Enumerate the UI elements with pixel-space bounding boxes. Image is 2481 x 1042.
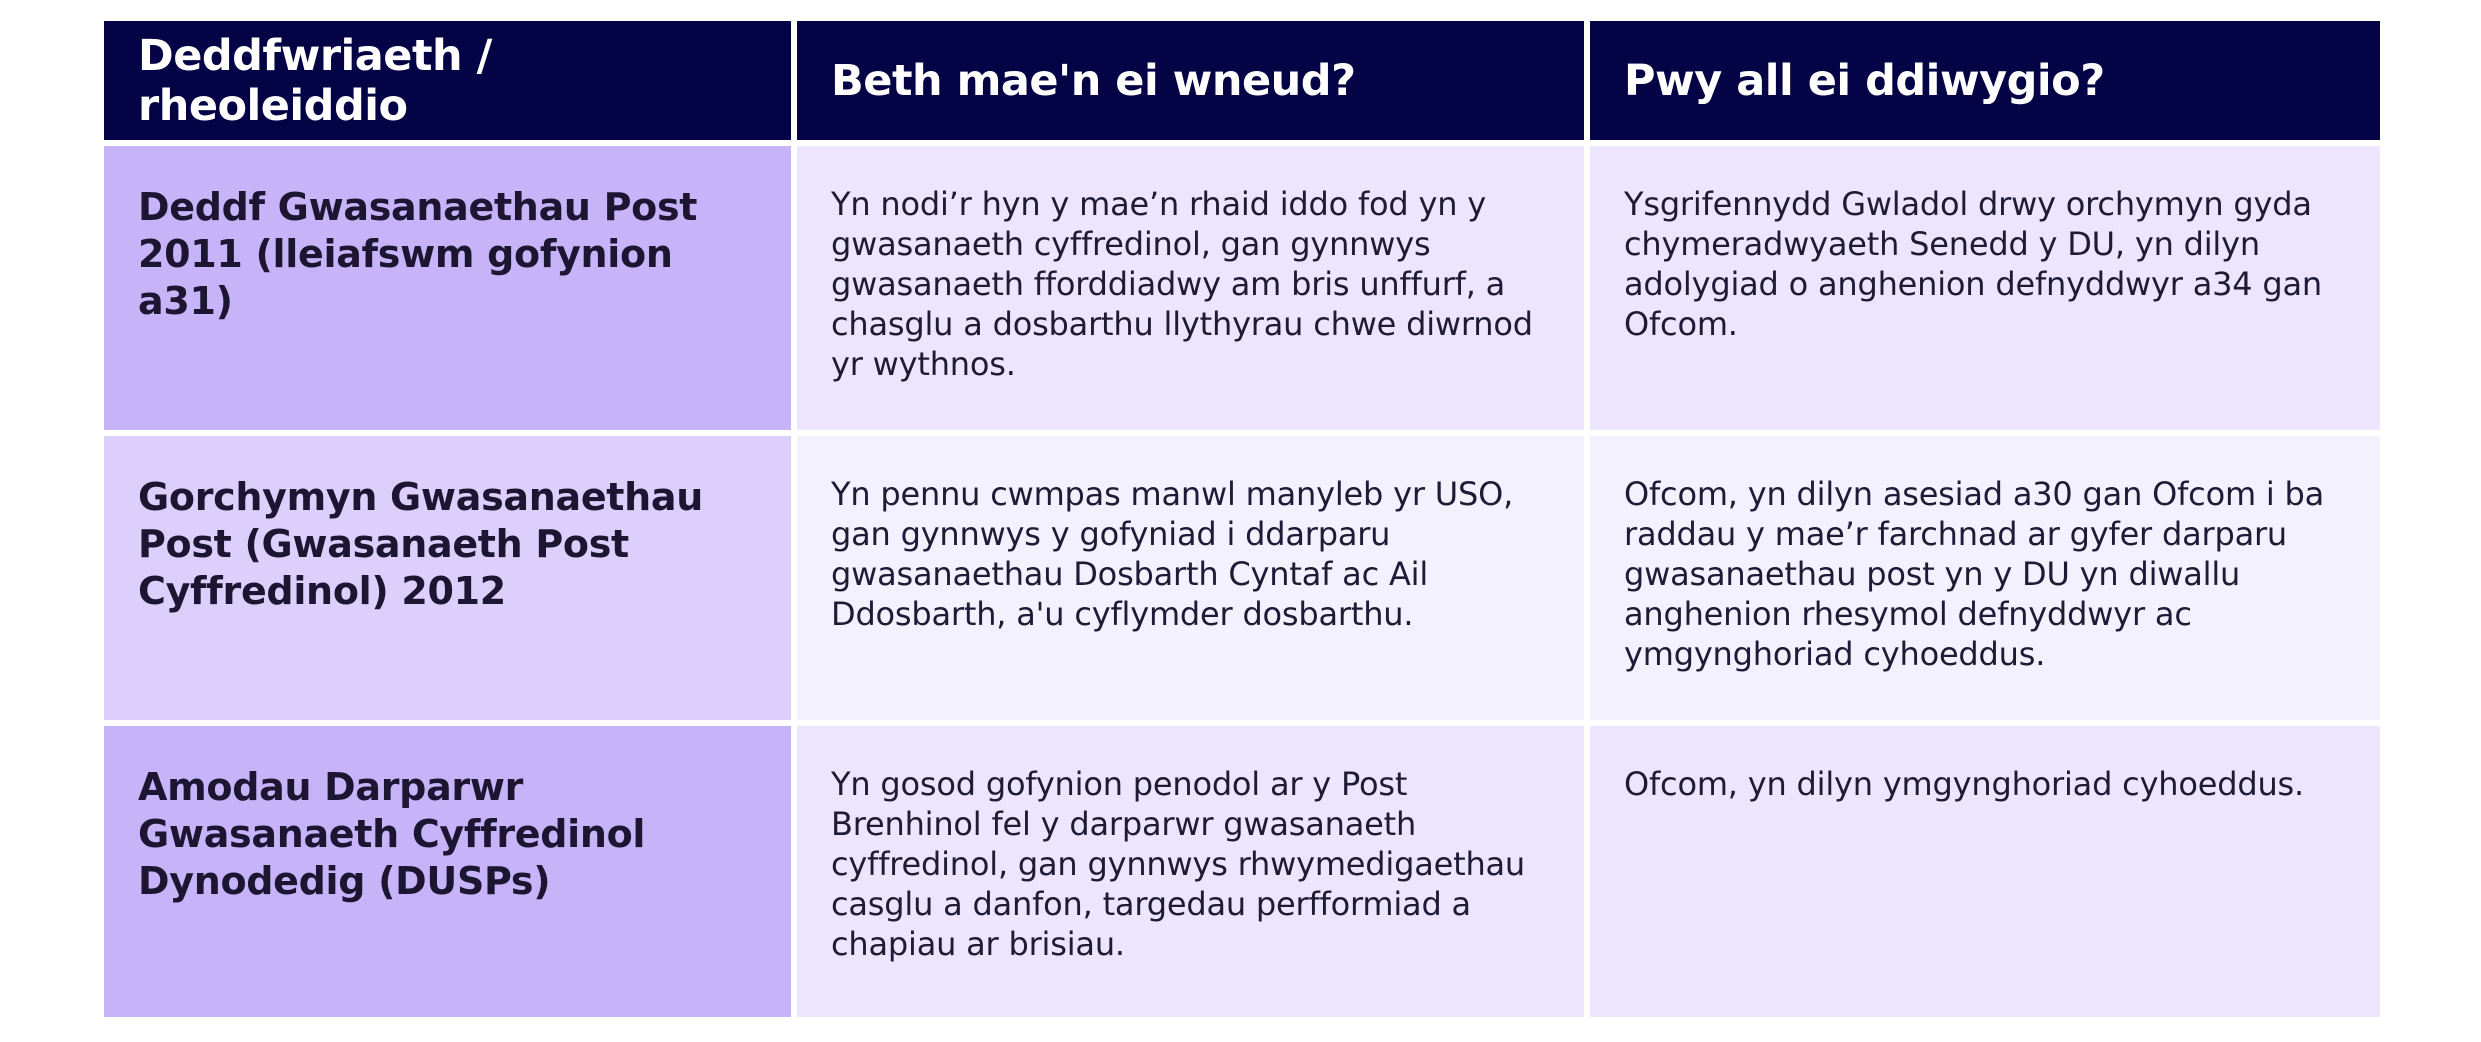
- row-3-who-can-amend: Ofcom, yn dilyn ymgynghoriad cyhoeddus.: [1590, 726, 2380, 1017]
- header-what-it-does: Beth mae'n ei wneud?: [797, 21, 1584, 140]
- row-2-what-it-does: Yn pennu cwmpas manwl manyleb yr USO, gan gynnwys y gofyniad i ddarparu gwasanaethau Dosbarth Cyntaf ac Ail Ddosbarth, a'u cyflymder dosbarthu.: [797, 436, 1584, 720]
- header-legislation: Deddfwriaeth / rheoleiddio: [104, 21, 791, 140]
- row-2-legislation: Gorchymyn Gwasanaethau Post (Gwasanaeth Post Cyffredinol) 2012: [104, 436, 791, 720]
- legislation-table: [104, 21, 2380, 1017]
- row-3-legislation: Amodau Darparwr Gwasanaeth Cyffredinol Dynodedig (DUSPs): [104, 726, 791, 1017]
- row-1-who-can-amend: Ysgrifennydd Gwladol drwy orchymyn gyda chymeradwyaeth Senedd y DU, yn dilyn adolygiad o anghenion defnyddwyr a34 gan Ofcom.: [1590, 146, 2380, 430]
- row-1-what-it-does: Yn nodi’r hyn y mae’n rhaid iddo fod yn y gwasanaeth cyffredinol, gan gynnwys gwasanaeth fforddiadwy am bris unffurf, a chasglu a dosbarthu llythyrau chwe diwrnod yr wythnos.: [797, 146, 1584, 430]
- row-1-legislation: Deddf Gwasanaethau Post 2011 (lleiafswm gofynion a31): [104, 146, 791, 430]
- header-who-can-amend: Pwy all ei ddiwygio?: [1590, 21, 2380, 140]
- row-2-who-can-amend: Ofcom, yn dilyn asesiad a30 gan Ofcom i ba raddau y mae’r farchnad ar gyfer darparu gwasanaethau post yn y DU yn diwallu anghenion rhesymol defnyddwyr ac ymgynghoriad cyhoeddus.: [1590, 436, 2380, 720]
- row-3-what-it-does: Yn gosod gofynion penodol ar y Post Brenhinol fel y darparwr gwasanaeth cyffredinol, gan gynnwys rhwymedigaethau casglu a danfon, targedau perfformiad a chapiau ar brisiau.: [797, 726, 1584, 1017]
